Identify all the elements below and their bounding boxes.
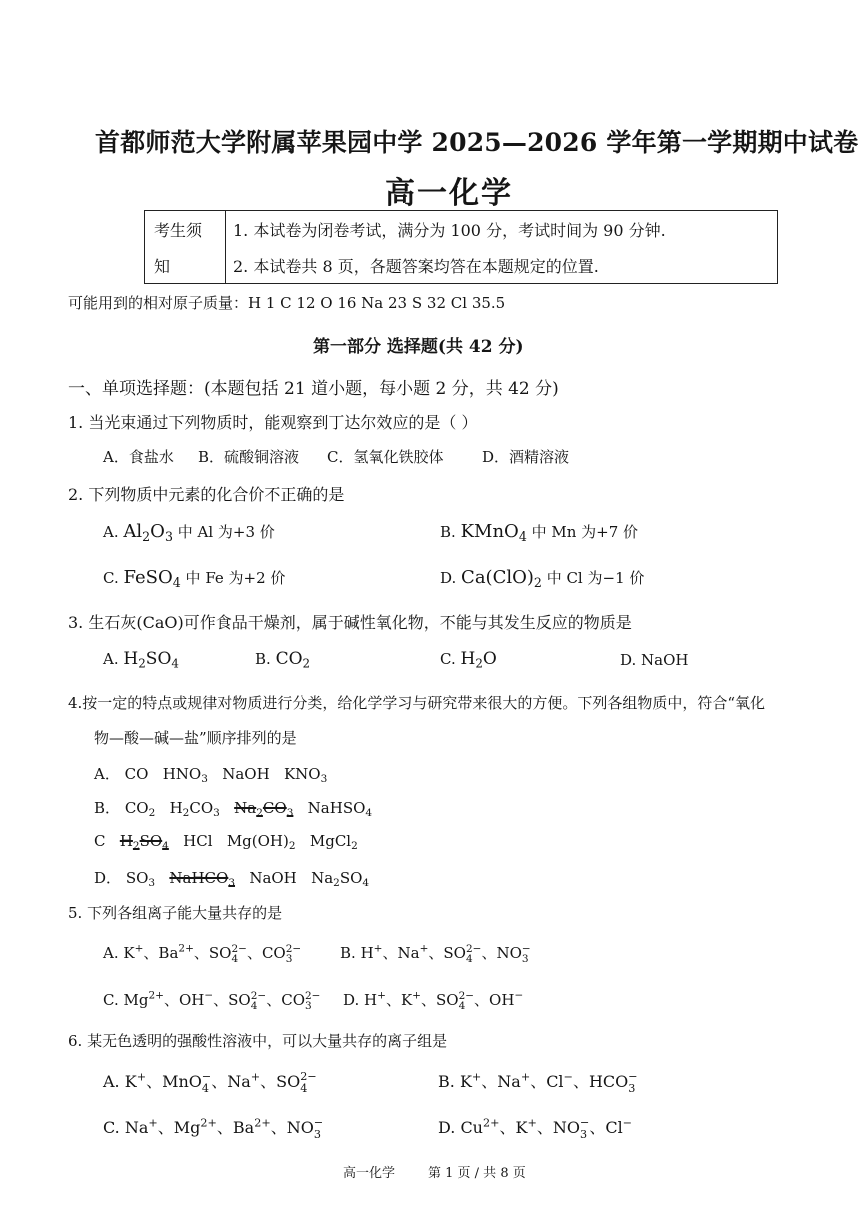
q6-stem: 6. 某无色透明的强酸性溶液中，可以大量共存的离子组是 [68,1032,448,1050]
q4-option-a-label: A． [94,765,120,783]
q2-option-b-text: 中 Mn 为+7 价 [531,523,639,541]
q4-option-a: A． CO $HNO_3$ NaOH $KNO_3$ [94,765,328,786]
q6-option-d: D. $Cu^{2+}$、K+、NO − 3 、Cl− [438,1116,633,1141]
section-label: 一、单项选择题：(本题包括 21 道小题，每小题 2 分，共 42 分) [68,379,559,399]
q3-option-c: C. $H_2O$ [440,649,497,671]
q5-option-d: D. H+、K+、SO 2− 4 、OH− [343,989,524,1012]
q5-option-a-label: A. [103,944,119,962]
q3-option-b: B. $CO_2$ [255,649,311,671]
q4-option-d-label: D． [94,869,122,887]
exam-title: 首都师范大学附属苹果园中学 2025—2026 学年第一学期期中试卷 [95,128,859,157]
q3-option-a: A. $H_2SO_4$ [103,649,179,671]
q3-stem: 3. 生石灰(CaO)可作食品干燥剂，属于碱性氧化物，不能与其发生反应的物质是 [68,613,632,632]
q1-stem: 1. 当光束通过下列物质时，能观察到丁达尔效应的是（ ） [68,413,478,432]
q4-option-b-label: B． [94,799,121,817]
q5-option-b: B. H+、Na+、SO 2− 4 、NO − 3 [340,942,531,965]
q2-option-b-label: B. [440,523,456,541]
q2-option-c: C. FeSO$_4$ 中 Fe 为+2 价 [103,567,286,590]
q2-option-d-text: 中 Cl 为−1 价 [546,569,645,587]
q2-option-c-text: 中 Fe 为+2 价 [185,569,286,587]
q1-option-b: B．硫酸铜溶液 [198,448,300,466]
q6-option-b-label: B. [438,1072,455,1091]
q1-option-d: D．酒精溶液 [482,448,570,466]
exam-subtitle: 高一化学 [385,176,513,211]
q4-option-c: C $H_2SO_4$ HCl $Mg(OH)_2$ MgCl$_2$ [94,832,358,853]
candidate-notice-box [144,210,778,284]
q2-option-d: D. $Ca(ClO)_2$ 中 Cl 为−1 价 [440,567,645,590]
q2-option-a-label: A. [103,523,119,541]
q1-option-c: C．氢氧化铁胶体 [327,448,444,466]
q3-option-b-label: B. [255,650,271,668]
q4-stem-line1: 4.按一定的特点或规律对物质进行分类，给化学学习与研究带来很大的方便。下列各组物质中，符合“氧化 [68,694,765,712]
q3-option-c-label: C. [440,650,456,668]
q2-option-c-label: C. [103,569,119,587]
q1-option-a: A．食盐水 [103,448,174,466]
q5-option-d-label: D. [343,991,360,1009]
part1-title: 第一部分 选择题(共 42 分) [313,337,524,357]
q5-option-a: A. K+、$Ba^{2+}$、SO 2− 4 、CO 2− 3 [103,942,302,965]
q4-option-b: B． $CO_2$ $H_2CO_3$ $Na_2CO_3$ NaHSO$_4$ [94,799,373,820]
q6-option-a: A. K+、MnO − 4 、Na+、SO 2− 4 [103,1070,317,1095]
notice-divider [225,211,226,283]
notice-line2: 2. 本试卷共 8 页，各题答案均答在本题规定的位置. [233,257,599,276]
q2-stem: 2. 下列物质中元素的化合价不正确的是 [68,485,345,504]
q5-stem: 5. 下列各组离子能大量共存的是 [68,904,283,922]
q2-option-a: A. $Al_2O_3$ 中 Al 为+3 价 [103,521,275,544]
q2-option-d-label: D. [440,569,457,587]
q5-option-c: C. $Mg^{2+}$、OH−、SO 2− 4 、CO 2− 3 [103,989,321,1012]
notice-label-line1: 考生须 [154,221,203,240]
q3-option-d: D. NaOH [620,651,689,669]
q2-option-b: B. KMnO$_4$ 中 Mn 为+7 价 [440,521,639,544]
q5-option-b-label: B. [340,944,356,962]
q6-option-c: C. Na+、$Mg^{2+}$、$Ba^{2+}$、NO − 3 [103,1116,324,1141]
q6-option-c-label: C. [103,1118,120,1137]
notice-label-line2: 知 [154,257,171,276]
q5-option-c-label: C. [103,991,119,1009]
atomic-masses: 可能用到的相对原子质量：H 1 C 12 O 16 Na 23 S 32 Cl 35.5 [68,294,506,312]
q3-option-a-label: A. [103,650,119,668]
q2-option-a-text: 中 Al 为+3 价 [177,523,275,541]
q4-stem-line2: 物—酸—碱—盐”顺序排列的是 [94,729,297,747]
q6-option-b: B. K+、Na+、Cl−、HCO − 3 [438,1070,638,1095]
q6-option-a-label: A. [103,1072,120,1091]
q4-option-d: D． $SO_3$ NaHCO$_3$ NaOH $Na_2SO_4$ [94,869,370,890]
q4-option-c-label: C [94,832,106,850]
footer-page-info: 第 1 页 / 共 8 页 [428,1166,526,1181]
notice-line1: 1. 本试卷为闭卷考试，满分为 100 分，考试时间为 90 分钟. [233,221,666,240]
q6-option-d-label: D. [438,1118,456,1137]
footer-subject: 高一化学 [343,1166,396,1181]
